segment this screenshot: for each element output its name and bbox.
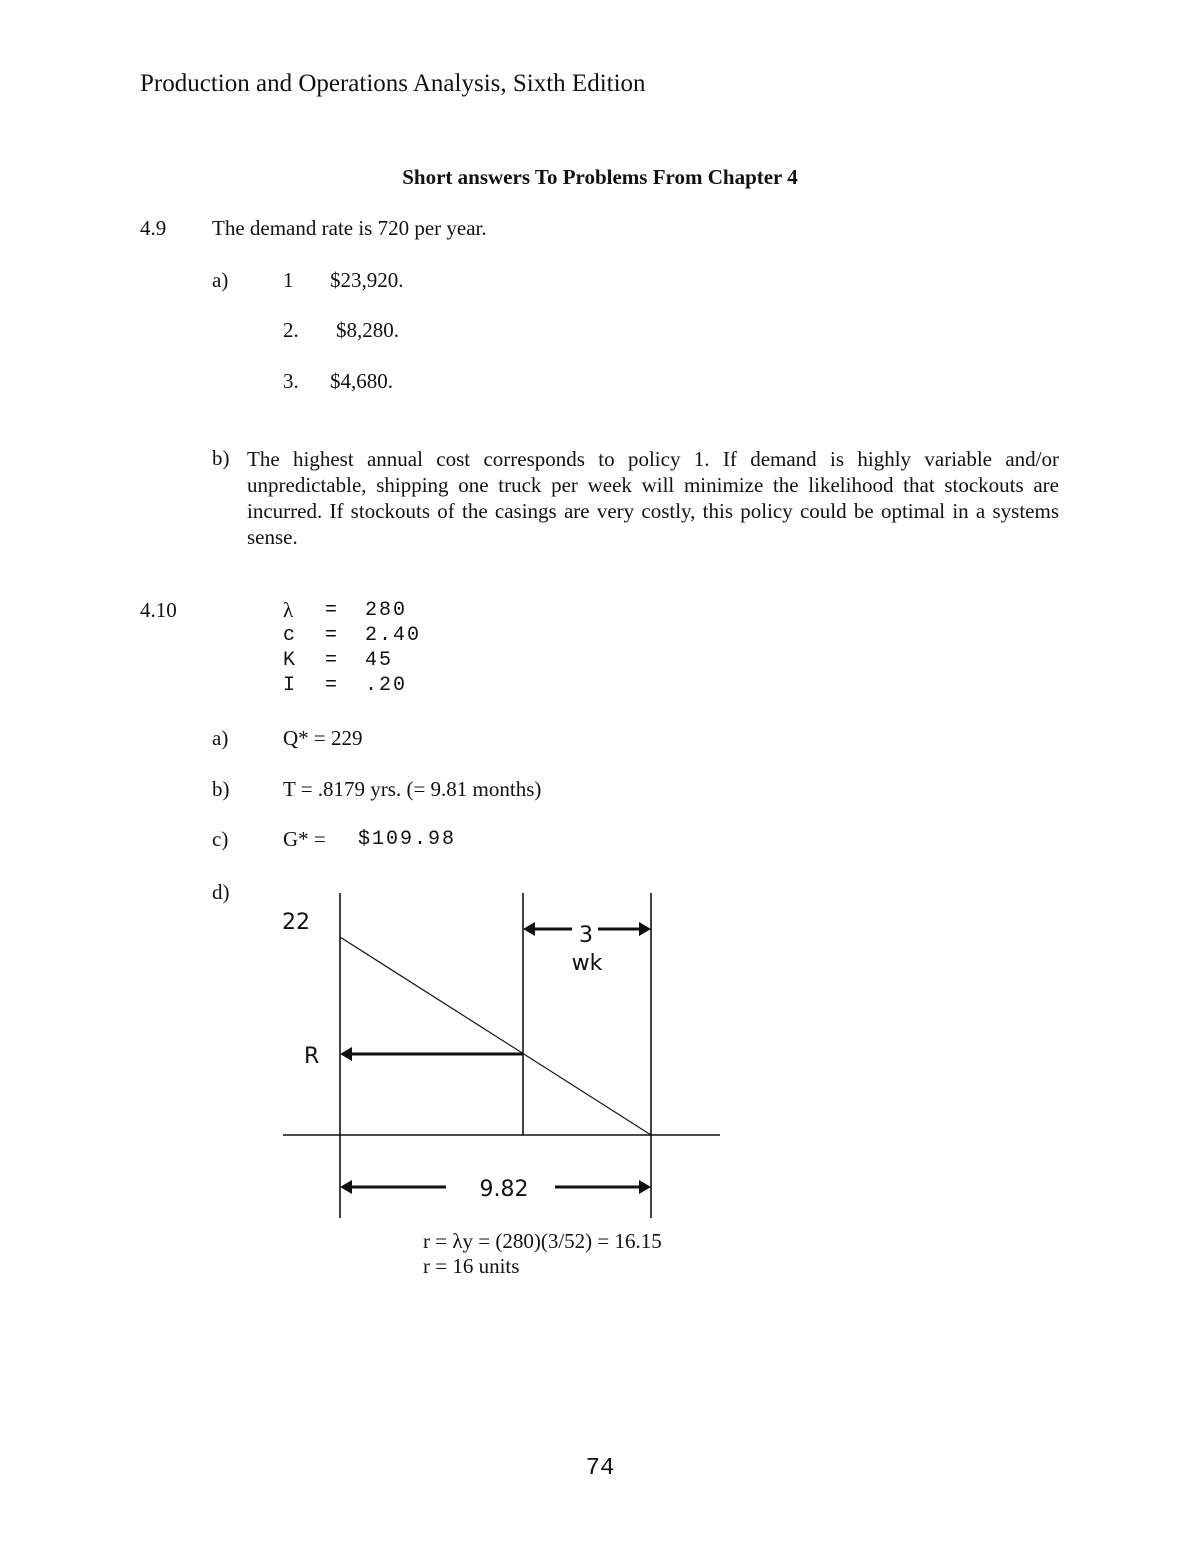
lead-time-unit: wk [571,951,603,976]
formula-r-result: r = 16 units [423,1254,520,1278]
inventory-depletion-line [340,937,651,1135]
param-value: 45 [365,649,394,672]
reorder-arrow-head [340,1047,352,1061]
param-symbol: I [283,674,298,697]
answer-t: T = .8179 yrs. (= 9.81 months) [283,777,542,801]
answer-q-star: Q* = 229 [283,726,363,750]
param-equals: = [325,674,340,697]
reorder-point-label: R [304,1044,320,1069]
formula-r-computation: r = λy = (280)(3/52) = 16.15 [423,1229,662,1253]
part-label-c: c) [212,827,229,851]
problem-number-4-9: 4.9 [140,216,167,240]
param-value: 280 [365,599,408,622]
part-label-b: b) [212,777,230,801]
cycle-length-label: 9.82 [479,1177,529,1202]
answer-g-star-value: $109.98 [358,828,457,851]
policy-number: 1 [283,268,294,292]
cycle-arrow-right-head [639,1180,651,1194]
part-b-paragraph: The highest annual cost corresponds to policy 1. If demand is highly variable and/or unpredictable, shipping one truck per week will minimize the likelihood that stockouts are incurred. If stockouts of the casings are very costly, this policy could be optimal in a systems sense. [247,447,1059,549]
param-equals: = [325,649,340,672]
param-equals: = [325,624,340,647]
policy-cost: $8,280. [336,318,399,342]
param-symbol: c [283,624,298,647]
param-equals: = [325,599,340,622]
part-label-a: a) [212,726,229,750]
policy-cost: $4,680. [330,369,393,393]
policy-cost: $23,920. [330,268,404,292]
param-symbol: λ [283,598,294,622]
page-number: 74 [585,1455,615,1482]
problem-4-9-statement: The demand rate is 720 per year. [212,216,487,240]
param-value: 2.40 [365,624,422,647]
answer-g-star-label: G* = [283,827,326,851]
lead-time-arrow-left-head [523,922,535,936]
top-value-label: 22 [282,910,310,935]
lead-time-arrow-right-head [639,922,651,936]
lead-time-value: 3 [579,923,593,948]
book-title: Production and Operations Analysis, Sixth Edition [140,70,646,97]
param-symbol: K [283,649,298,672]
part-label-a: a) [212,268,229,292]
problem-number-4-10: 4.10 [140,598,177,622]
policy-number: 2. [283,318,299,342]
part-label-d: d) [212,880,230,904]
cycle-arrow-left-head [340,1180,352,1194]
section-heading: Short answers To Problems From Chapter 4 [402,165,798,189]
param-value: .20 [365,674,408,697]
policy-number: 3. [283,369,299,393]
part-label-b: b) [212,446,230,470]
